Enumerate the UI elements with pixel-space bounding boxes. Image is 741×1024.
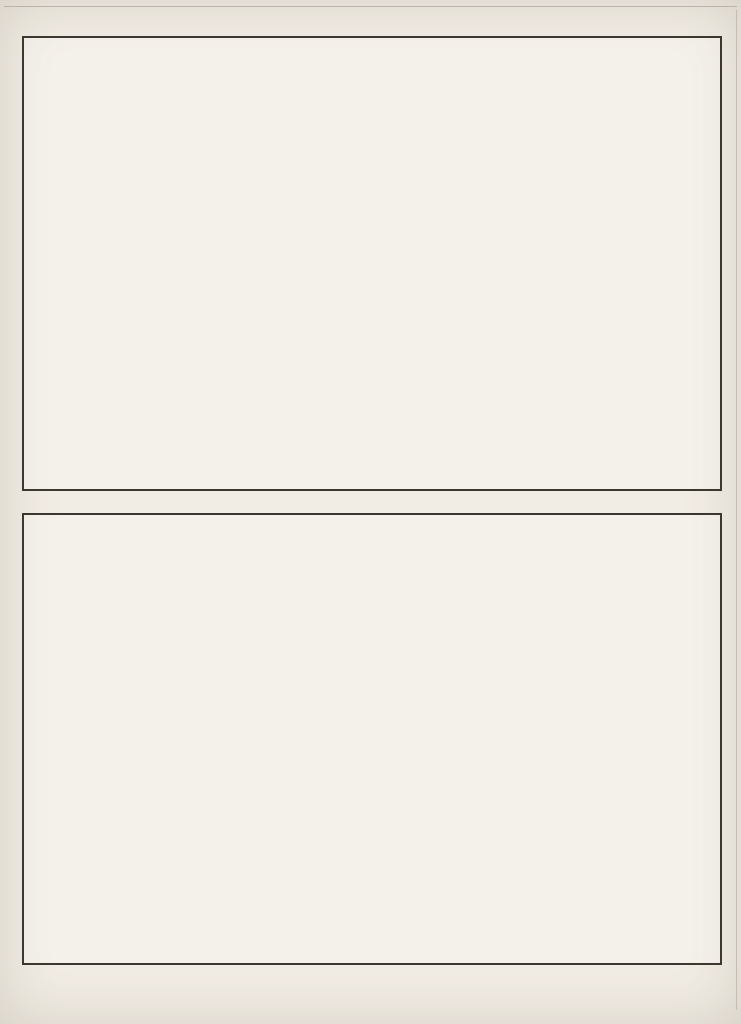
scan-artifact-top-edge [4,6,737,7]
scan-artifact-right-edge [736,10,737,1010]
roster-table-top [22,36,722,491]
roster-table-bottom [22,513,722,965]
